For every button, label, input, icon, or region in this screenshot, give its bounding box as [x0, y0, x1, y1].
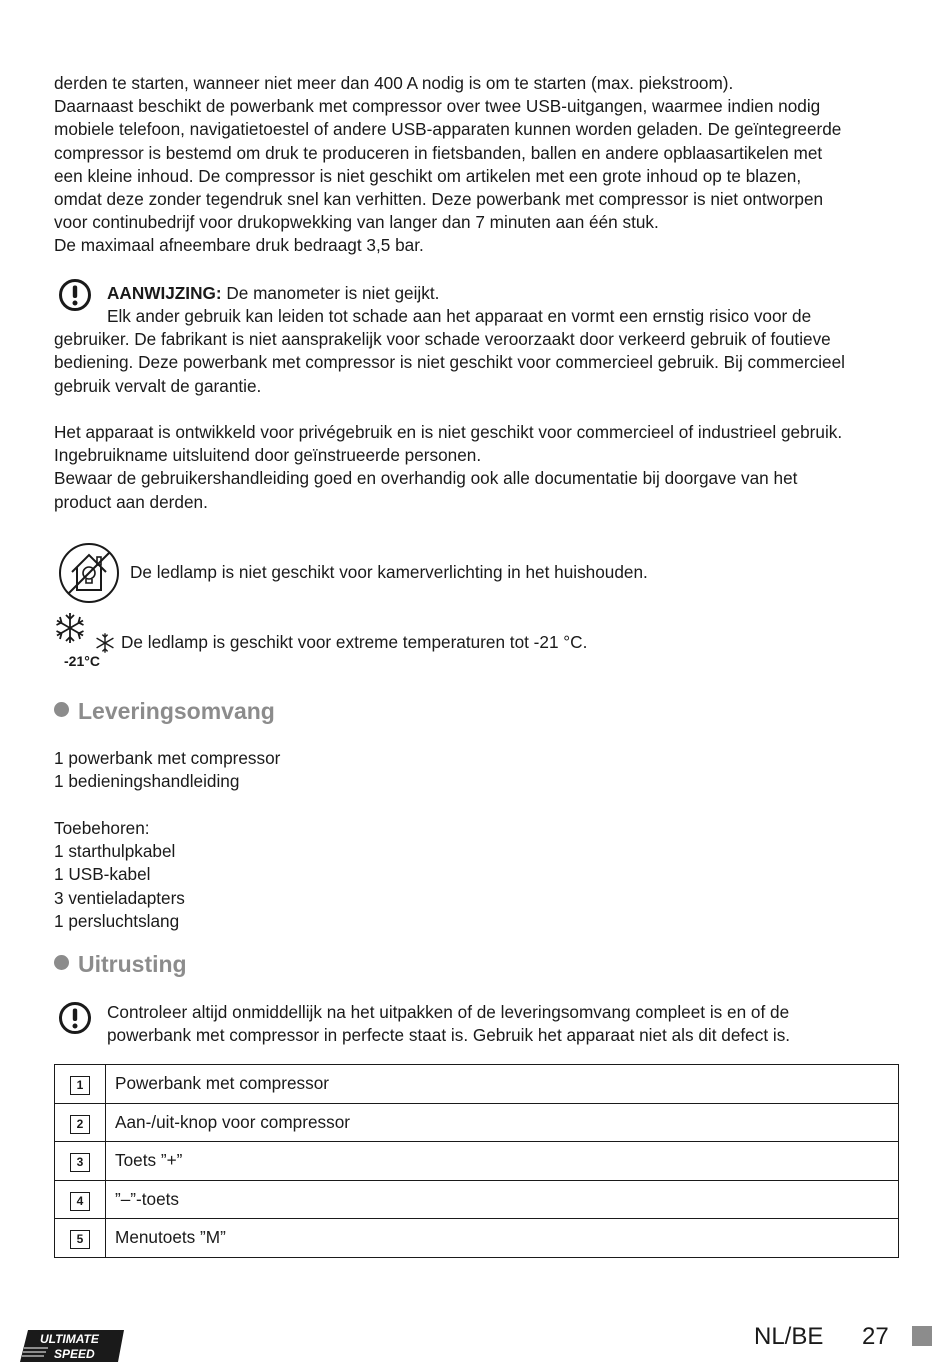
check-note: [107, 1001, 897, 1047]
text-line: bediening. Deze powerbank met compressor is niet geschikt voor commercieel gebruik. Bij commercieel: [54, 352, 845, 373]
text-line: Daarnaast beschikt de powerbank met compressor over twee USB-uitgangen, waarmee indien nodig: [54, 96, 821, 117]
intro-paragraph: [54, 72, 914, 258]
text-line: gebruik vervalt de garantie.: [54, 375, 262, 396]
led-temperature-note: De ledlamp is geschikt voor extreme temperaturen tot -21 °C.: [121, 632, 588, 652]
text-line: voor continubedrijf voor drukopwekking van langer dan 7 minuten aan één stuk.: [54, 212, 659, 233]
part-number: 5: [70, 1230, 90, 1249]
text-line: omdat deze zonder tegendruk snel kan verhitten. Deze powerbank met compressor is niet ontworpen: [54, 189, 824, 210]
part-number-cell: [55, 1219, 106, 1258]
accessories-list: [54, 817, 185, 933]
text-line: Bewaar de gebruikershandleiding goed en overhandig ook alle documentatie bij doorgave van het: [54, 468, 798, 489]
part-number: 1: [70, 1076, 90, 1095]
bullet-icon: [54, 702, 69, 717]
section-title: Uitrusting: [78, 951, 187, 977]
part-number: 3: [70, 1153, 90, 1172]
list-item: 1 persluchtslang: [54, 910, 180, 931]
text-line: Elk ander gebruik kan leiden tot schade aan het apparaat en vormt een ernstig risico voor de: [107, 306, 812, 326]
snowflake-icon: [94, 632, 116, 654]
text-line: Controleer altijd onmiddellijk na het uitpakken of de leveringsomvang compleet is en of de: [107, 1002, 790, 1022]
language-code: NL/BE: [754, 1323, 824, 1350]
list-item: 1 USB-kabel: [54, 864, 151, 885]
part-number-cell: [55, 1065, 106, 1104]
part-number: 2: [70, 1115, 90, 1134]
part-number-cell: [55, 1180, 106, 1219]
bullet-icon: [54, 955, 69, 970]
note-label: AANWIJZING:: [107, 283, 222, 303]
exclamation-circle-icon: [58, 1001, 92, 1035]
text-line: product aan derden.: [54, 491, 208, 512]
text-line: een kleine inhoud. De compressor is niet geschikt om artikelen met een grote inhoud op te blazen,: [54, 165, 802, 186]
page-marker: [912, 1326, 932, 1346]
text-line: powerbank met compressor in perfecte staat is. Gebruik het apparaat niet als dit defect is.: [107, 1025, 791, 1046]
scope-list: [54, 747, 280, 793]
list-item: 1 powerbank met compressor: [54, 748, 281, 768]
section-heading-leveringsomvang: [54, 697, 275, 725]
part-number-cell: [55, 1142, 106, 1181]
logo-text: SPEED: [54, 1347, 95, 1361]
part-label: ”–”-toets: [106, 1180, 899, 1219]
logo-text: ULTIMATE: [40, 1332, 99, 1346]
temperature-label: -21°C: [64, 653, 100, 669]
note-heading: [107, 282, 439, 305]
part-number: 4: [70, 1192, 90, 1211]
section-heading-uitrusting: [54, 950, 187, 978]
page-number: 27: [862, 1323, 889, 1350]
part-label: Toets ”+”: [106, 1142, 899, 1181]
part-label: Menutoets ”M”: [106, 1219, 899, 1258]
ultimate-speed-logo: [18, 1328, 126, 1364]
text-line: gebruiker. De fabrikant is niet aansprakelijk voor schade veroorzaakt door verkeerd gebruik of foutieve: [54, 329, 831, 350]
no-room-lighting-icon: [58, 542, 120, 604]
snowflake-icon: [53, 611, 87, 645]
list-item: 1 starthulpkabel: [54, 841, 176, 862]
list-item: 3 ventieladapters: [54, 887, 185, 908]
note-text: De manometer is niet geijkt.: [221, 283, 440, 303]
note-body: [54, 305, 914, 398]
text-line: compressor is bestemd om druk te produceren in fietsbanden, ballen en andere opblaasartikelen met: [54, 142, 823, 163]
text-line: derden te starten, wanneer niet meer dan 400 A nodig is om te starten (max. piekstroom).: [54, 73, 734, 93]
table-row: [55, 1219, 899, 1258]
part-number-cell: [55, 1103, 106, 1142]
part-label: Powerbank met compressor: [106, 1065, 899, 1104]
usage-paragraph: [54, 421, 924, 514]
section-title: Leveringsomvang: [78, 698, 275, 724]
part-label: Aan-/uit-knop voor compressor: [106, 1103, 899, 1142]
text-line: mobiele telefoon, navigatietoestel of andere USB-apparaten kunnen worden geladen. De geïntegreerde: [54, 119, 842, 140]
list-item: 1 bedieningshandleiding: [54, 771, 240, 792]
text-line: De maximaal afneembare druk bedraagt 3,5 bar.: [54, 235, 424, 256]
accessories-title: Toebehoren:: [54, 818, 150, 838]
table-row: [55, 1142, 899, 1181]
text-line: Het apparaat is ontwikkeld voor privégebruik en is niet geschikt voor commercieel of industrieel gebruik.: [54, 422, 843, 442]
table-row: [55, 1103, 899, 1142]
parts-table: [54, 1064, 899, 1258]
table-row: [55, 1180, 899, 1219]
text-line: Ingebruikname uitsluitend door geïnstrueerde personen.: [54, 445, 482, 466]
led-room-note: De ledlamp is niet geschikt voor kamerverlichting in het huishouden.: [130, 562, 648, 582]
table-row: [55, 1065, 899, 1104]
